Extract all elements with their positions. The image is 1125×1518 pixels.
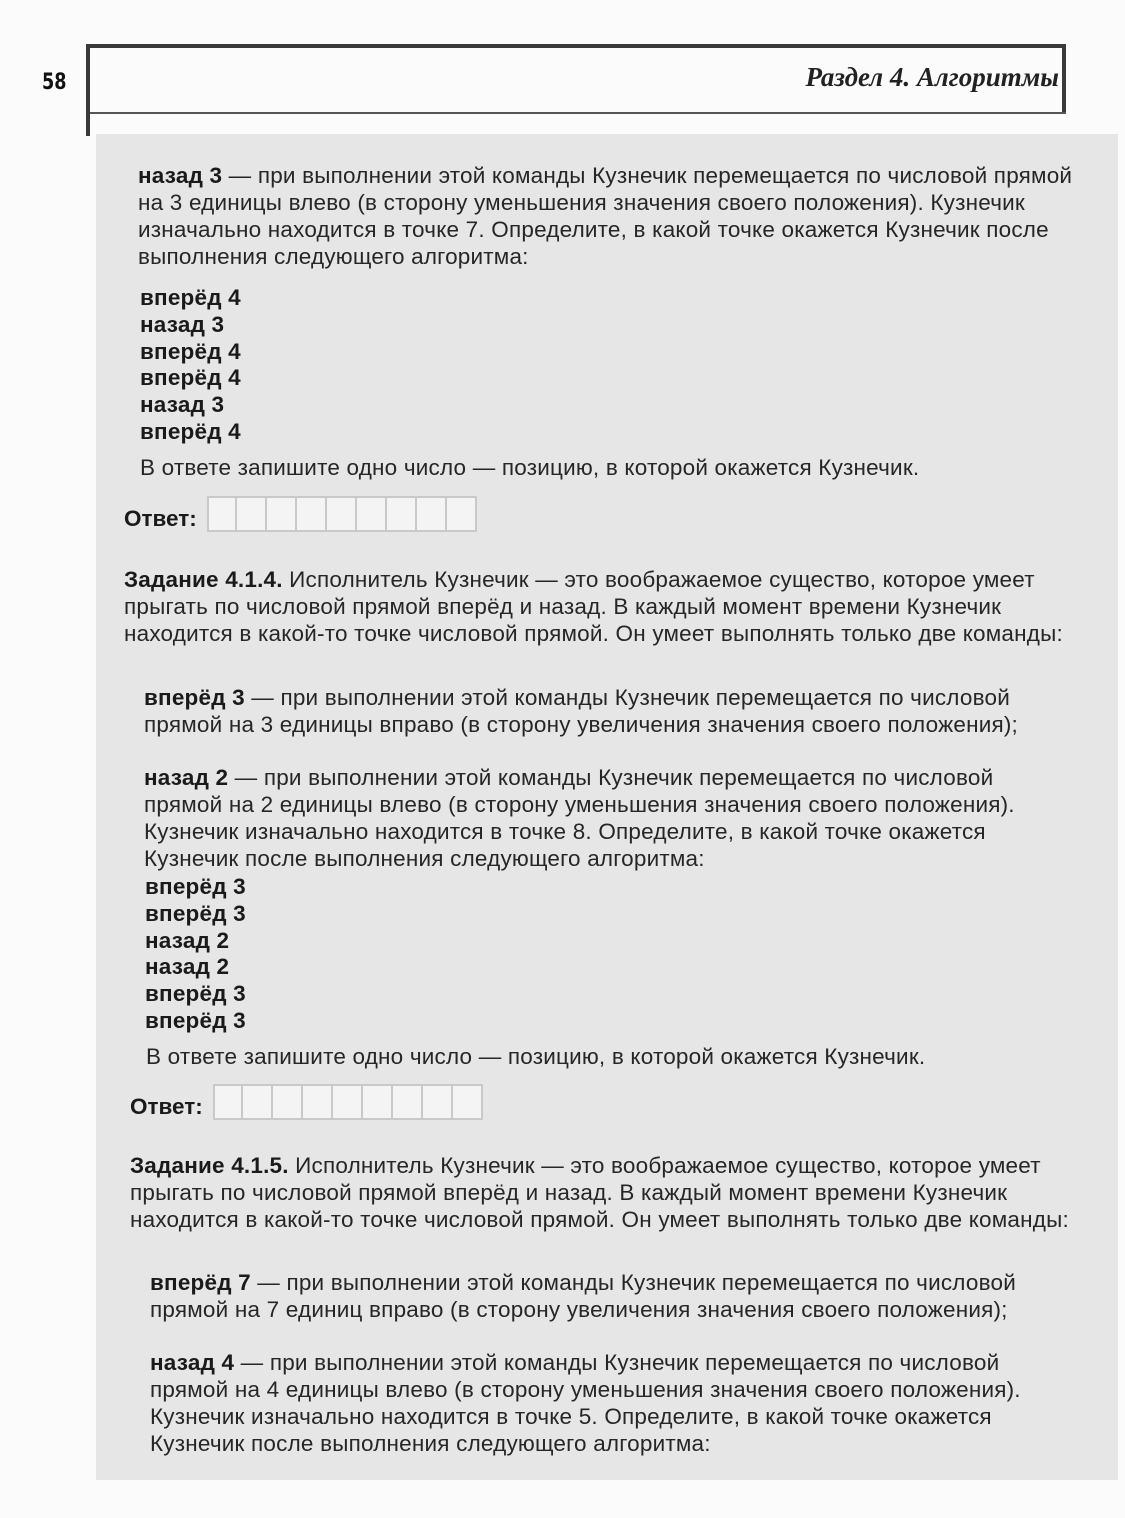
task-4-1-4-forward: [144, 684, 1066, 738]
command-name: назад 3: [138, 163, 223, 188]
task-4-1-5-intro: [130, 1152, 1074, 1233]
algorithm-step: вперёд 3: [145, 1007, 246, 1033]
task-title: Задание 4.1.4.: [124, 567, 283, 592]
answer-cell[interactable]: [393, 1084, 423, 1120]
algorithm-step: назад 2: [145, 954, 230, 980]
task-4-1-5-back: [150, 1349, 1072, 1457]
answer-cell[interactable]: [303, 1084, 333, 1120]
algorithm-step: вперёд 4: [140, 285, 241, 310]
answer-cell[interactable]: [297, 496, 327, 532]
command-name: назад 2: [144, 765, 229, 790]
answer-cell[interactable]: [237, 496, 267, 532]
command-description: — при выполнении этой команды Кузнечик перемещается по числовой прямой на 3 единицы вправо (в сторону увеличения значения своего положения);: [144, 685, 1018, 737]
task-title: Задание 4.1.5.: [130, 1153, 289, 1178]
answer-label: Ответ:: [124, 506, 197, 531]
answer-cell[interactable]: [207, 496, 237, 532]
answer-cell[interactable]: [447, 496, 477, 532]
algorithm-step: назад 2: [145, 927, 230, 953]
answer-label: Ответ:: [130, 1094, 203, 1119]
answer-cell[interactable]: [327, 496, 357, 532]
task-4-1-4-algorithm: [145, 874, 1085, 1035]
algorithm-step: вперёд 4: [140, 338, 241, 364]
algorithm-step: вперёд 4: [140, 365, 241, 391]
answer-cell[interactable]: [333, 1084, 363, 1120]
answer-cell[interactable]: [243, 1084, 273, 1120]
task-4-1-4-back: [144, 764, 1066, 872]
answer-cell[interactable]: [453, 1084, 483, 1120]
answer-cell[interactable]: [357, 496, 387, 532]
answer-cell[interactable]: [273, 1084, 303, 1120]
algorithm-step: вперёд 4: [140, 418, 241, 444]
command-name: вперёд 7: [150, 1270, 251, 1295]
answer-cell[interactable]: [417, 496, 447, 532]
answer-cells[interactable]: [207, 496, 477, 532]
command-name: назад 4: [150, 1350, 235, 1375]
algorithm-step: вперёд 3: [145, 874, 246, 899]
header-stub: [86, 112, 90, 136]
answer-cell[interactable]: [363, 1084, 393, 1120]
answer-cell[interactable]: [267, 496, 297, 532]
continuation-algorithm: [140, 285, 1080, 446]
answer-cells[interactable]: [213, 1084, 483, 1120]
command-description: — при выполнении этой команды Кузнечик перемещается по числовой прямой на 3 единицы влево (в сторону уменьшения значения своего положения). Кузнечик изначально находится в точке 7. Определите, в какой точке окажется Кузнечик после выполнения следующего алгоритма:: [138, 163, 1073, 269]
algorithm-step: назад 3: [140, 311, 225, 337]
content-box: [96, 134, 1118, 1480]
task-intro: Исполнитель Кузнечик — это воображаемое существо, которое умеет прыгать по числовой прямой вперёд и назад. В каждый момент времени Кузнечик находится в какой-то точке числовой прямой. Он умеет выполнять только две команды:: [130, 1153, 1069, 1232]
header-rule: [86, 112, 1066, 120]
command-description: — при выполнении этой команды Кузнечик перемещается по числовой прямой на 7 единиц вправо (в сторону увеличения значения своего положения);: [150, 1270, 1016, 1322]
algorithm-step: вперёд 3: [145, 900, 246, 926]
continuation-back-paragraph: [138, 162, 1078, 270]
answer-row: [124, 496, 477, 532]
task-4-1-4-instruction: В ответе запишите одно число — позицию, в которой окажется Кузнечик.: [146, 1044, 926, 1069]
page-number: 58: [42, 70, 67, 95]
section-title: Раздел 4. Алгоритмы: [805, 62, 1059, 92]
answer-cell[interactable]: [213, 1084, 243, 1120]
task-4-1-5-forward: [150, 1269, 1072, 1323]
command-description: — при выполнении этой команды Кузнечик перемещается по числовой прямой на 2 единицы влево (в сторону уменьшения значения своего положения). Кузнечик изначально находится в точке 8. Определите, в какой точке окажется Кузнечик после выполнения следующего алгоритма:: [144, 765, 1015, 871]
algorithm-step: назад 3: [140, 392, 225, 418]
task-4-1-4-intro: [124, 566, 1069, 647]
algorithm-step: вперёд 3: [145, 981, 246, 1007]
task-intro: Исполнитель Кузнечик — это воображаемое существо, которое умеет прыгать по числовой прямой вперёд и назад. В каждый момент времени Кузнечик находится в какой-то точке числовой прямой. Он умеет выполнять только две команды:: [124, 567, 1063, 646]
command-description: — при выполнении этой команды Кузнечик перемещается по числовой прямой на 4 единицы влево (в сторону уменьшения значения своего положения). Кузнечик изначально находится в точке 5. Определите, в какой точке окажется Кузнечик после выполнения следующего алгоритма:: [150, 1350, 1021, 1456]
answer-cell[interactable]: [387, 496, 417, 532]
answer-row: [130, 1084, 483, 1120]
command-name: вперёд 3: [144, 685, 245, 710]
continuation-instruction: В ответе запишите одно число — позицию, в которой окажется Кузнечик.: [140, 455, 920, 480]
answer-cell[interactable]: [423, 1084, 453, 1120]
